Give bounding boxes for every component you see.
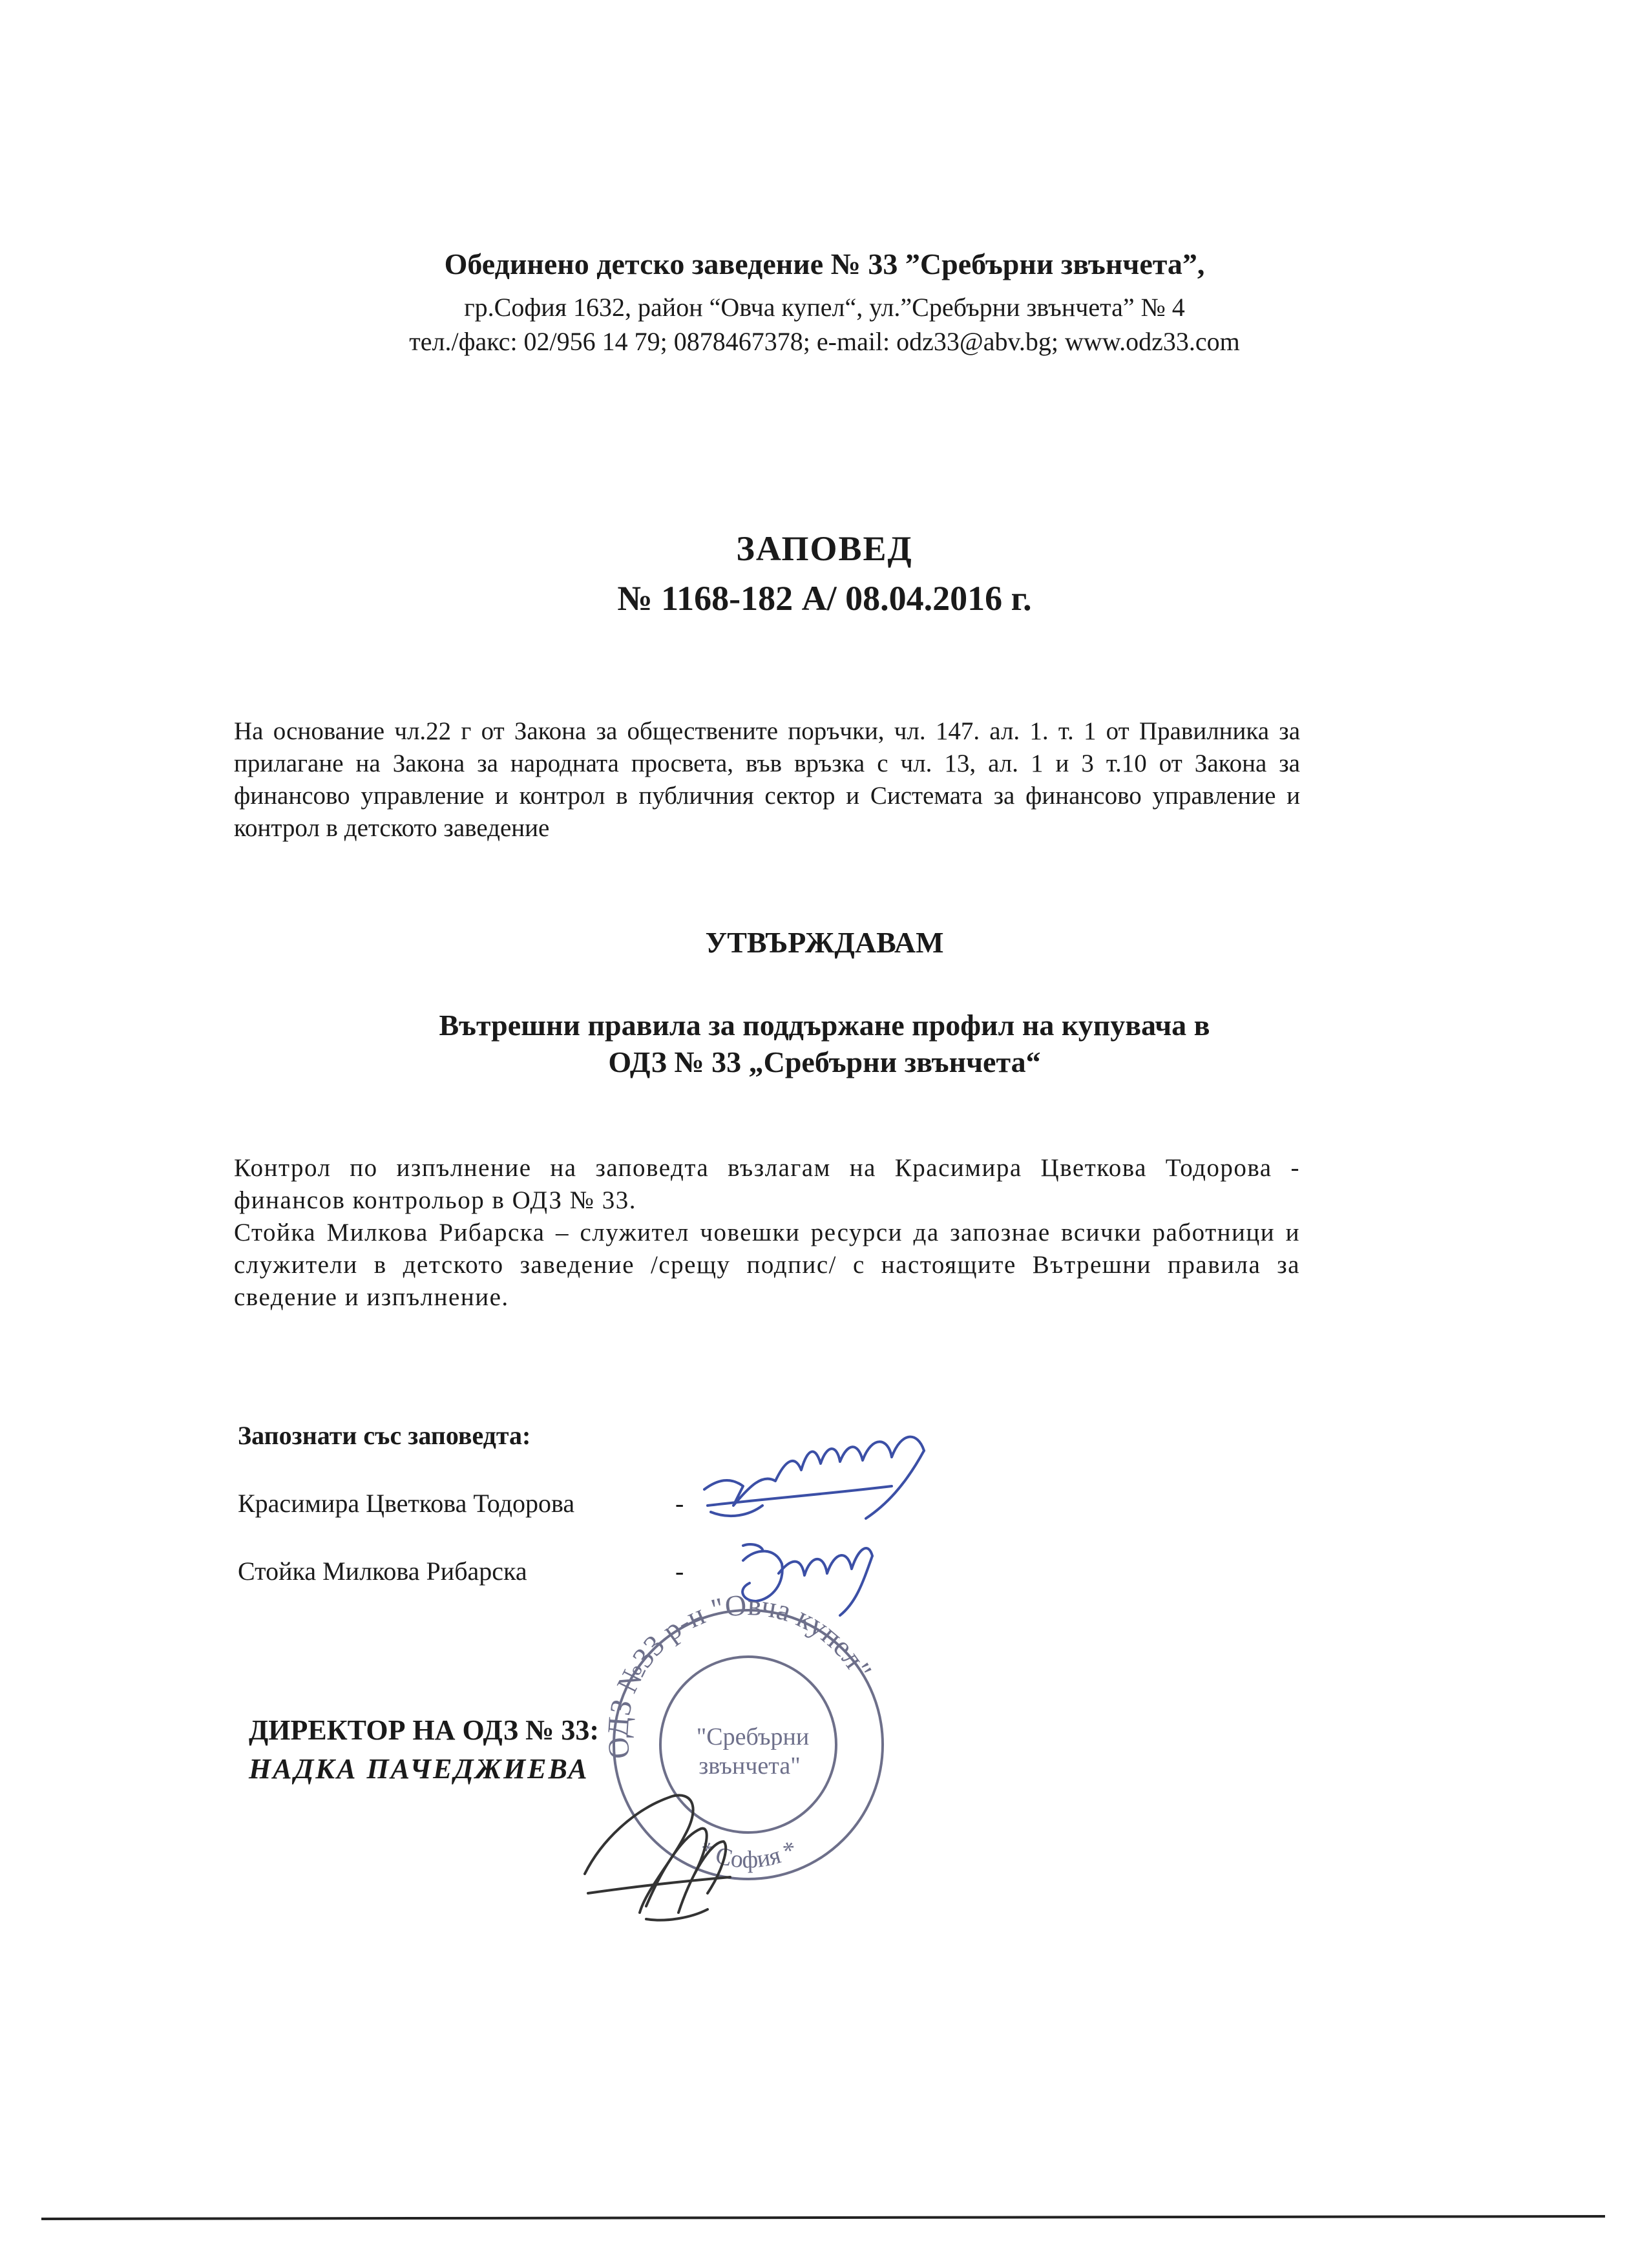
approve-heading: УТВЪРЖДАВАМ (705, 926, 944, 959)
control-text-1: Контрол по изпълнение на заповедта възлагам на Красимира Цветкова Тодорова - финансов контрольор в ОДЗ № 33. (234, 1154, 1300, 1214)
acknowledged-person-1: Красимира Цветкова Тодорова (238, 1489, 575, 1518)
footer-rule (41, 2216, 1605, 2219)
institution-contacts: тел./факс: 02/956 14 79; 0878467378; e-mail: odz33@abv.bg; www.odz33.com (409, 327, 1240, 356)
director-title: ДИРЕКТОР НА ОДЗ № 33: (249, 1714, 599, 1746)
acknowledged-person-2: Стойка Милкова Рибарска (238, 1557, 527, 1586)
stamp-bottom-text: * София * (695, 1835, 802, 1874)
rules-title-line2: ОДЗ № 33 „Сребърни звънчета“ (608, 1045, 1041, 1078)
stamp-outer-text: ОДЗ №33 р-н "Овча купел" (601, 1588, 879, 1761)
rules-title-line1: Вътрешни правила за поддържане профил на купувача в (439, 1009, 1210, 1042)
director-name: НАДКА ПАЧЕДЖИЕВА (249, 1753, 589, 1785)
acknowledged-title: Запознати със заповедта: (238, 1421, 531, 1450)
acknowledged-dash-1: - (675, 1489, 684, 1518)
order-number: № 1168-182 А/ 08.04.2016 г. (617, 579, 1032, 618)
stamp-inner-line1: "Сребърни (696, 1723, 810, 1750)
control-text-2: Стойка Милкова Рибарска – служител човешки ресурси да запознае всички работници и служители в детското заведение /срещу подпис/ с настоящите Вътрешни правила за сведение и изпълнение. (234, 1219, 1300, 1311)
stamp-inner-line2: звънчета" (698, 1752, 801, 1780)
order-title: ЗАПОВЕД (736, 529, 913, 568)
acknowledged-dash-2: - (675, 1557, 684, 1586)
legal-basis-text: На основание чл.22 г от Закона за обществените поръчки, чл. 147. ал. 1. т. 1 от Правилника за прилагане на Закона за народната просвета, във връзка с чл. 13, ал. 1 и 3 т.10 от Закона за финансово управление и контрол в публичния сектор и Системата за финансово управление и контрол в детското заведение (234, 717, 1300, 842)
institution-address: гр.София 1632, район “Овча купел“, ул.”Сребърни звънчета” № 4 (464, 293, 1185, 322)
institution-name: Обединено детско заведение № 33 ”Сребърни звънчета”, (444, 247, 1205, 280)
signature-1 (704, 1437, 924, 1518)
